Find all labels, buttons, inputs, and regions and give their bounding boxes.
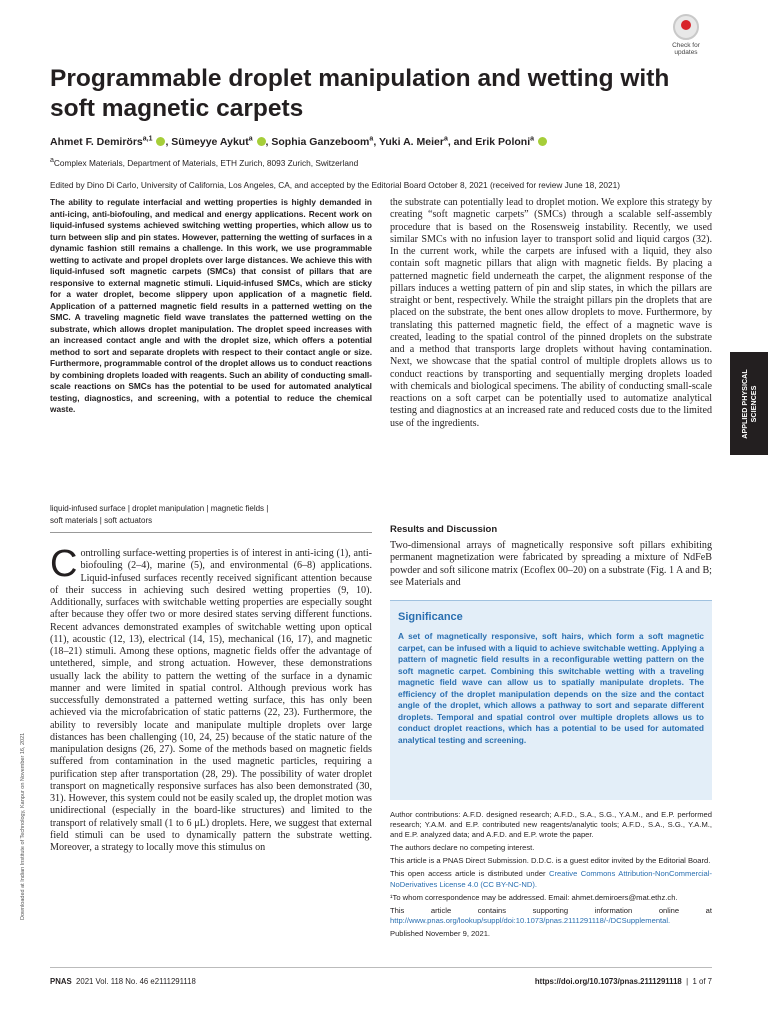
author-name: Erik Poloni	[475, 136, 531, 148]
abstract: The ability to regulate interfacial and wetting properties is highly demanded in anti-icing, anti-biofouling, and medical and energy applications. Recent work on liquid-infused systems achieved switching wetting properties, which allow us to turn between slip and pin states. However, patterning the wetting of surfaces in a dynamic fashion still remains a challenge. In this work, we use programmable wetting to activate and propel droplets over large distances. We achieve this with liquid-infused soft magnetic carpets (SMCs) that consist of pillars that are responsive to external magnetic stimuli. Liquid-infused SMCs, which are sticky for a water droplet, become slippery upon application of a magnetic field. Application of a patterned magnetic field results in a patterned wetting on the SMC. A traveling magnetic field wave translates the patterned wetting on the substrate, which allows droplet manipulation. The droplet speed increases with an increased contact angle and with the droplet size, which offers a potential method to sort and separate droplets with respect to their contact angle or size. Furthermore, programmable control of the droplet allows us to conduct reactions by combining droplets loaded with reagents. Such an ability of conducting small-scale reactions on SMCs has the potential to be used for automated analytical testing, diagnostics, and screening, with a potential to reduce the chemical waste.	[50, 197, 372, 414]
author-name: Ahmet F. Demirörs	[50, 136, 143, 148]
supporting-info-link[interactable]: http://www.pnas.org/lookup/suppl/doi:10.1073/pnas.2111291118/-/DCSupplemental.	[390, 915, 671, 925]
check-for-updates-badge[interactable]	[664, 14, 708, 54]
author-name: Yuki A. Meier	[378, 136, 444, 148]
author-sup: a	[443, 135, 448, 143]
affiliation	[50, 158, 358, 168]
results-text: Two-dimensional arrays of magnetically responsive soft pillars exhibiting permanent magnetization were fabricated by spreading a mixture of NdFeB powder and soft silicone matrix (Ecoflex 00–20) on a substrate (Fig. 1 A and B; see Materials and	[390, 540, 712, 588]
results-heading: Results and Discussion	[390, 524, 498, 535]
license-link[interactable]: Creative Commons Attribution-NonCommercial-NoDerivatives License 4.0 (CC BY-NC-ND).	[390, 869, 712, 889]
keywords	[50, 503, 372, 527]
author-list: Ahmet F. Demirörs$^{a,1}$ , Sümeyye Aykut$^a$ , Sophia Ganzeboom$^a$, Yuki A. Meier$^a$, and Erik Poloni$^a$	[50, 136, 700, 148]
keywords-divider	[50, 532, 372, 533]
footer-citation	[50, 977, 196, 986]
author-sup: a	[530, 135, 535, 143]
side-tab-label: APPLIED PHYSICAL SCIENCES	[740, 368, 758, 439]
check-updates-icon	[673, 14, 699, 40]
footer-divider	[50, 967, 712, 968]
significance-title: Significance	[398, 611, 463, 623]
intro-body: ontrolling surface-wetting properties is of interest in anti-icing (1), anti-biofouling (2–4), marine (5), and environmental (6–8) applications. Liquid-infused surfaces recently received significant attention because of their success in achieving such desired wetting properties (9, 10). Additionally, surfaces with switchable wetting properties are especially sought after because they offer two or more desired states serving different functions. Recent advances demonstrated examples of switchable wetting upon optical (11), acoustic (12, 13), electrical (14, 15), mechanical (16, 17), and magnetic (18–21) stimuli. Among these options, magnetic fields offer the advantage of untethered, simple, and strong actuation. However, these demonstrations usually lack the ability to pattern the wetting of the surface in a dynamic manner and were limited in spatial control. Although previous work has successfully demonstrated a patterned wetting surface, this has only been achieved via the microfabrication of static patterns (22, 23). Furthermore, the ability to reversibly locate and manipulate multiple droplets over large distances has been challenging (10, 24, 25) because of the static nature of the manipulation designs (26, 27). Some of the methods based on magnetic fields suffered from contamination in the used magnetic particles, requiring a purification step after transportation (28, 29). The possibility of water droplet transport on magnetically responsive surfaces has also been demonstrated (30, 31). However, this system could not be easily scaled up, the droplet motion was unidirectional (especially in the board-like structures) and limited to the transport of relatively small (1 to 6 μL) droplets. Here, we suggest that external field stimuli can be used to dynamically pattern the substrate wetting. Moreover, a strategy to locally move this stimulus on	[50, 548, 372, 853]
orcid-icon[interactable]	[257, 137, 266, 146]
affiliation-sup: a	[50, 157, 54, 165]
author-sup: a,1	[142, 135, 153, 143]
orcid-icon[interactable]	[538, 137, 547, 146]
download-note-text: Downloaded at Indian Institute of Technology, Kanpur on November 16, 2021	[20, 732, 26, 920]
correspondence-note: ¹To whom correspondence may be addressed. Email: ahmet.demiroers@mat.ethz.ch.	[390, 892, 678, 902]
keywords-line: liquid-infused surface | droplet manipulation | magnetic fields |	[50, 504, 269, 513]
keywords-line: soft materials | soft actuators	[50, 516, 153, 525]
supporting-info-note: This article contains supporting information online at http://www.pnas.org/lookup/suppl/doi:10.1073/pnas.2111291118/-/DCSupplemental.	[390, 905, 712, 925]
article-notes	[390, 810, 712, 942]
article-title: Programmable droplet manipulation and wetting with soft magnetic carpets	[50, 65, 670, 122]
doi-link[interactable]: https://doi.org/10.1073/pnas.2111291118	[534, 977, 682, 986]
significance-box	[390, 600, 712, 800]
license-note: This open access article is distributed under Creative Commons Attribution-NonCommercial-NoDerivatives License 4.0 (CC BY-NC-ND).	[390, 869, 712, 889]
check-updates-label: Check for updates	[672, 42, 700, 56]
introduction-text	[50, 543, 372, 854]
page-number: 1 of 7	[692, 977, 712, 986]
edited-by-line: Edited by Dino Di Carlo, University of California, Los Angeles, CA, and accepted by the Editorial Board October 8, 2021 (received for review June 18, 2021)	[50, 180, 621, 190]
significance-text: A set of magnetically responsive, soft hairs, which form a soft magnetic carpet, can be infused with a liquid to achieve switchable wetting. Applying a pattern of magnetic field results in a reconfigurable wetting pattern on the soft magnetic carpet. Combining this switchable wetting with a traveling magnetic field wave can allow us to spatially manipulate droplets. The efficiency of the droplet manipulation depends on the size and the contact angle of the droplet, which allows a pathway to sort and separate different droplets. Temporal and spatial control over multiple droplets allows us to conduct droplet reactions, which has a potential to be used for automated analytical testing and screening.	[398, 631, 704, 745]
right-column-text: the substrate can potentially lead to droplet motion. We explore this strategy by creating “soft magnetic carpets” (SMCs) through a scalable self-assembly procedure that is based on the Rosensweig instability. Recently, we used similar SMCs with no infusion layer to transport solid and liquid cargos (32). In the current work, while the carpets are infused with a liquid, they also contain soft magnetic pillars that align with magnetic fields. By placing a patterned magnetic field underneath the carpet, the alignment response of the pillars induces a wetting pattern of pin and slip states, in which the pillars are straight or bent, respectively. While the straight pillars pin the droplets that are placed on the substrate, the bent ones allow droplets to move. Furthermore, by translating this patterned magnetic field, the effect of a magnetic wave is created, leading to the spatial control of the pinned droplets on the substrate and a method that transports large droplets without having contamination. Next, we showcase that the spatial control of multiple droplets allows us to conduct reactions by transporting and sequentially merging droplets loaded with chemicals and biological specimens. The ability of conducting small-scale reactions on a soft carpet can be potentially used to automatize analytical testing and diagnostics at an increased rate and reduced costs due to the limited use of the ingredients.	[390, 197, 712, 429]
author-contributions: Author contributions: A.F.D. designed research; A.F.D., S.A., S.G., Y.A.M., and E.P. performed research; Y.A.M. and E.P. contributed new reagents/analytic tools; A.F.D., S.A., S.G., Y.A.M., and E.P. analyzed data; and A.F.D. and E.P. wrote the paper.	[390, 810, 712, 840]
competing-interest: The authors declare no competing interest.	[390, 843, 535, 853]
author-name: Sophia Ganzeboom	[271, 136, 370, 148]
citation-text: 2021 Vol. 118 No. 46 e2111291118	[76, 977, 196, 986]
section-side-tab	[730, 352, 768, 455]
author-sup: a	[369, 135, 374, 143]
orcid-icon[interactable]	[156, 137, 165, 146]
author-name: Sümeyye Aykut	[171, 136, 249, 148]
download-margin-note	[20, 732, 32, 921]
footer-doi: https://doi.org/10.1073/pnas.2111291118 | 1 of 7	[534, 977, 712, 986]
drop-cap: C	[50, 543, 78, 585]
author-sup: a	[248, 135, 253, 143]
published-date: Published November 9, 2021.	[390, 928, 491, 938]
direct-submission-note: This article is a PNAS Direct Submission. D.D.C. is a guest editor invited by the Editorial Board.	[390, 856, 711, 866]
journal-name: PNAS	[50, 977, 72, 986]
affiliation-text: Complex Materials, Department of Materials, ETH Zurich, 8093 Zurich, Switzerland	[53, 158, 359, 168]
